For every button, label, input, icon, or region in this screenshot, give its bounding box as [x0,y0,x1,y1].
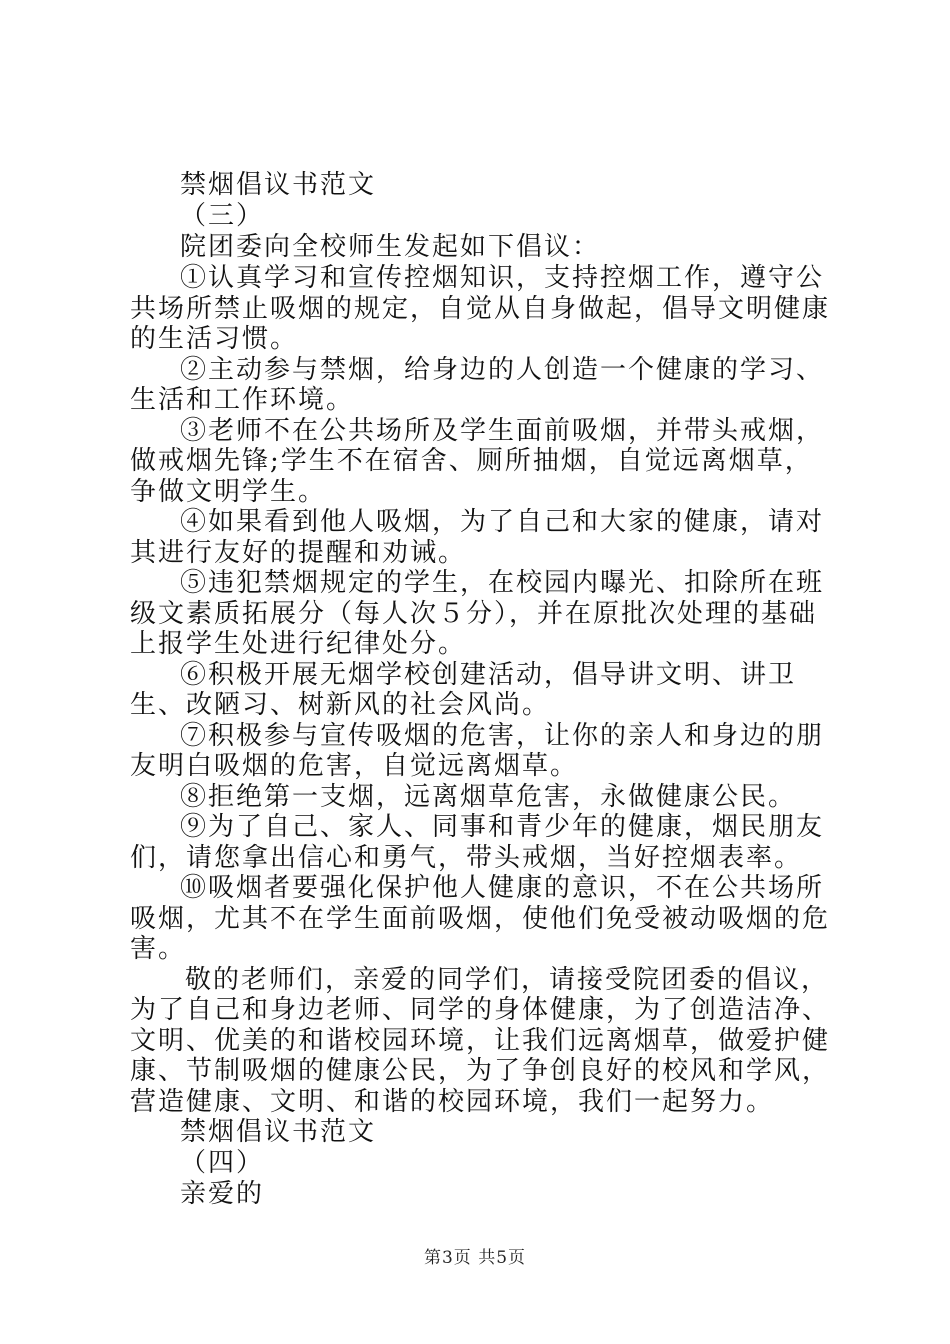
section-number-2: （四） [180,1148,265,1178]
page-footer: 第3页 共5页 [423,1248,527,1268]
section-number: （三） [180,201,265,231]
proposal-item-2: ②主动参与禁烟，给身边的人创造一个健康的学习、生活和工作环境。 [130,354,825,415]
intro-paragraph: 院团委向全校师生发起如下倡议： [180,232,601,262]
document-title: 禁烟倡议书范文 [180,170,377,200]
proposal-item-9: ⑨为了自己、家人、同事和青少年的健康，烟民朋友们，请您拿出信心和勇气，带头戒烟，当好控烟表率。 [130,812,825,873]
proposal-item-10: ⑩吸烟者要强化保护他人健康的意识，不在公共场所吸烟，尤其不在学生面前吸烟，使他们免受被动吸烟的危害。 [130,873,831,964]
proposal-item-8: ⑧拒绝第一支烟，远离烟草危害，永做健康公民。 [180,781,797,812]
salutation: 亲爱的 [180,1179,265,1209]
document-title-2: 禁烟倡议书范文 [180,1117,377,1147]
proposal-item-1: ①认真学习和宣传控烟知识，支持控烟工作，遵守公共场所禁止吸烟的规定，自觉从自身做起，倡导文明健康的生活习惯。 [130,263,831,354]
closing-paragraph: 敬的老师们，亲爱的同学们，请接受院团委的倡议，为了自己和身边老师、同学的身体健康，为了创造洁净、文明、优美的和谐校园环境，让我们远离烟草，做爱护健康、节制吸烟的健康公民，为了争创良好的校风和学风，营造健康、文明、和谐的校园环境，我们一起努力。 [130,964,831,1117]
document-body [130,170,840,1210]
proposal-item-5: ⑤违犯禁烟规定的学生，在校园内曝光、扣除所在班级文素质拓展分（每人次５分），并在原批次处理的基础上报学生处进行纪律处分。 [130,568,825,659]
proposal-item-6: ⑥积极开展无烟学校创建活动，倡导讲文明、讲卫生、改陋习、树新风的社会风尚。 [130,659,797,720]
proposal-item-3: ③老师不在公共场所及学生面前吸烟，并带头戒烟，做戒烟先锋;学生不在宿舍、厕所抽烟，自觉远离烟草，争做文明学生。 [130,415,825,507]
proposal-item-7: ⑦积极参与宣传吸烟的危害，让你的亲人和身边的朋友明白吸烟的危害，自觉远离烟草。 [130,720,825,781]
proposal-item-4: ④如果看到他人吸烟，为了自己和大家的健康，请对其进行友好的提醒和劝诫。 [130,507,825,568]
